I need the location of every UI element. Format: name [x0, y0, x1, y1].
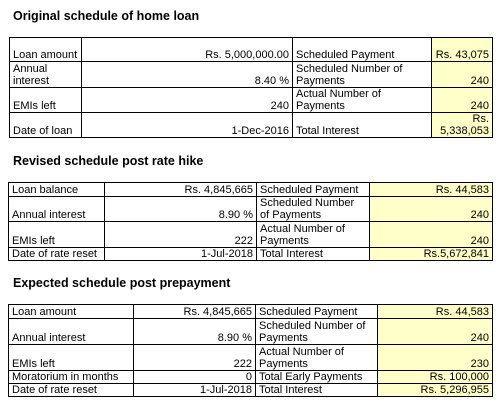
section-heading-original: Original schedule of home loan [13, 9, 200, 23]
table-row [9, 319, 493, 345]
cell-label: Actual Number of Payments [293, 88, 432, 113]
table-row [9, 197, 493, 222]
cell-label: Scheduled Payment [293, 38, 432, 62]
cell-label: EMIs left [9, 345, 134, 371]
cell-value-highlighted: Rs. 43,075 [432, 38, 493, 62]
cell-label: Scheduled Payment [257, 183, 370, 197]
cell-label: Date of rate reset [9, 384, 134, 397]
cell-value-highlighted: 230 [378, 345, 493, 371]
cell-label: Loan amount [10, 38, 82, 62]
cell-label: Scheduled Number of Payments [256, 319, 378, 345]
table-row [9, 371, 493, 384]
table-row [9, 183, 493, 197]
cell-label: Actual Number of Payments [256, 345, 378, 371]
table-row [9, 305, 493, 319]
cell-value-highlighted: Rs.5,672,841 [370, 248, 493, 261]
original-schedule-table [9, 37, 493, 138]
cell-value: 240 [82, 88, 293, 113]
cell-value: 222 [134, 345, 256, 371]
cell-value: 0 [134, 371, 256, 384]
prepayment-schedule-table [8, 304, 493, 397]
cell-label: Scheduled Payment [256, 305, 378, 319]
cell-label: Date of loan [10, 113, 82, 138]
cell-value-highlighted: Rs. 5,338,053 [432, 113, 493, 138]
cell-label: EMIs left [9, 222, 105, 248]
cell-value: 8.90 % [134, 319, 256, 345]
cell-label: Date of rate reset [9, 248, 105, 261]
cell-value: 1-Dec-2016 [82, 113, 293, 138]
cell-value: 1-Jul-2018 [105, 248, 257, 261]
cell-value-highlighted: Rs. 5,296,955 [378, 384, 493, 397]
section-heading-prepayment: Expected schedule post prepayment [13, 276, 231, 290]
cell-label: Scheduled Number of Payments [293, 62, 432, 88]
cell-value-highlighted: Rs. 44,583 [370, 183, 493, 197]
cell-value: 222 [105, 222, 257, 248]
revised-schedule-table [8, 182, 493, 261]
cell-value-highlighted: 240 [378, 319, 493, 345]
cell-label: Annual interest [10, 62, 82, 88]
cell-value-highlighted: 240 [370, 222, 493, 248]
cell-label: Loan balance [9, 183, 105, 197]
table-row [10, 88, 493, 113]
table-row [9, 345, 493, 371]
cell-value: Rs. 5,000,000.00 [82, 38, 293, 62]
cell-value: Rs. 4,845,665 [134, 305, 256, 319]
table-row [10, 38, 493, 62]
section-heading-revised: Revised schedule post rate hike [13, 154, 204, 168]
table-row [10, 62, 493, 88]
cell-label: Total Interest [293, 113, 432, 138]
cell-value-highlighted: 240 [370, 197, 493, 222]
cell-label: Annual interest [9, 197, 105, 222]
cell-label: Total Interest [257, 248, 370, 261]
table-row [9, 248, 493, 261]
cell-value-highlighted: 240 [432, 62, 493, 88]
cell-value-highlighted: Rs. 100,000 [378, 371, 493, 384]
cell-label: Total Interest [256, 384, 378, 397]
table-row [10, 113, 493, 138]
cell-value: Rs. 4,845,665 [105, 183, 257, 197]
table-row [9, 384, 493, 397]
cell-value: 8.90 % [105, 197, 257, 222]
cell-label: Scheduled Number of Payments [257, 197, 370, 222]
cell-value: 1-Jul-2018 [134, 384, 256, 397]
cell-label: Loan amount [9, 305, 134, 319]
cell-label: EMIs left [10, 88, 82, 113]
cell-label: Actual Number of Payments [257, 222, 370, 248]
table-row [9, 222, 493, 248]
cell-value: 8.40 % [82, 62, 293, 88]
cell-value-highlighted: 240 [432, 88, 493, 113]
cell-value-highlighted: Rs. 44,583 [378, 305, 493, 319]
cell-label: Annual interest [9, 319, 134, 345]
cell-label: Total Early Payments [256, 371, 378, 384]
cell-label: Moratorium in months [9, 371, 134, 384]
